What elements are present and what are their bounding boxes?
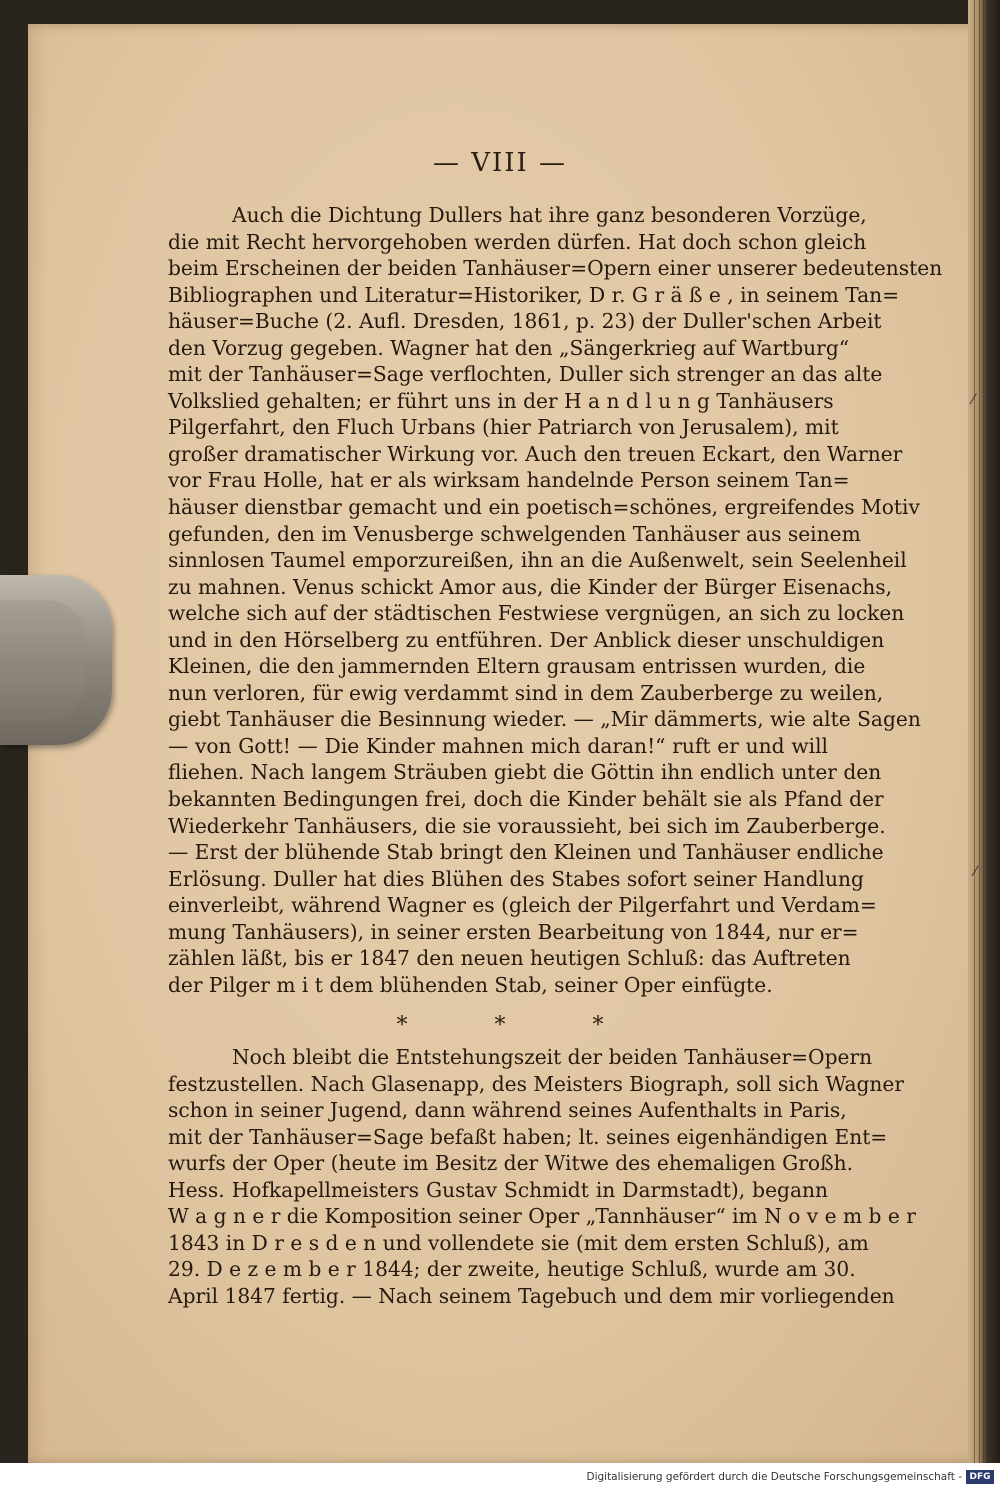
text-line: Pilgerfahrt, den Fluch Urbans (hier Patriarch von Jerusalem), mit <box>168 415 839 440</box>
text-line: fliehen. Nach langem Sträuben giebt die Göttin ihn endlich unter den <box>168 760 882 785</box>
text-line: bekannten Bedingungen frei, doch die Kinder behält sie als Pfand der <box>168 787 884 812</box>
text-line: Hess. Hofkapellmeisters Gustav Schmidt in Darmstadt), begann <box>168 1177 828 1202</box>
text-line: häuser=Buche (2. Aufl. Dresden, 1861, p. 23) der Duller'schen Arbeit <box>168 309 882 334</box>
text-line: zählen läßt, bis er 1847 den neuen heutigen Schluß: das Auftreten <box>168 946 851 971</box>
text-line: sinnlosen Taumel emporzureißen, ihn an die Außenwelt, sein Seelenheil <box>168 548 907 573</box>
page-number-header: — VIII — <box>432 148 568 178</box>
margin-mark: ⁄ <box>974 864 977 880</box>
text-line: Volkslied gehalten; er führt uns in der H a n d l u n g Tanhäusers <box>168 388 834 413</box>
dfg-logo: DFG <box>966 1470 994 1484</box>
text-line: Wiederkehr Tanhäusers, die sie voraussieht, bei sich im Zauberberge. <box>168 813 886 838</box>
text-line: Auch die Dichtung Dullers hat ihre ganz besonderen Vorzüge, <box>232 203 867 227</box>
text-line: Bibliographen und Literatur=Historiker, D r. G r ä ß e , in seinem Tan= <box>168 282 900 307</box>
text-line: Noch bleibt die Entstehungszeit der beiden Tanhäuser=Opern <box>232 1045 873 1069</box>
text-line: schon in seiner Jugend, dann während seines Aufenthalts in Paris, <box>168 1098 847 1123</box>
page-stack-edge <box>968 0 1000 1463</box>
text-line: zu mahnen. Venus schickt Amor aus, die Kinder der Bürger Eisenachs, <box>168 574 893 599</box>
text-line: wurfs der Oper (heute im Besitz der Witwe des ehemaligen Großh. <box>168 1151 853 1176</box>
text-line: und in den Hörselberg zu entführen. Der Anblick dieser unschuldigen <box>168 627 885 652</box>
text-line: häuser dienstbar gemacht und ein poetisch=schönes, ergreifendes Motiv <box>168 495 920 520</box>
section-separator: * * * <box>396 1013 644 1038</box>
margin-mark: ⁄ <box>972 392 975 408</box>
text-line: beim Erscheinen der beiden Tanhäuser=Opern einer unserer bedeutensten <box>168 256 943 281</box>
text-line: nun verloren, für ewig verdammt sind in dem Zauberberge zu weilen, <box>168 680 884 705</box>
text-line: Erlösung. Duller hat dies Blühen des Stabes sofort seiner Handlung <box>168 866 864 891</box>
text-line: die mit Recht hervorgehoben werden dürfen. Hat doch schon gleich <box>168 229 867 254</box>
text-line: welche sich auf der städtischen Festwiese vergnügen, an sich zu locken <box>168 601 905 626</box>
text-line: — von Gott! — Die Kinder mahnen mich daran!“ ruft er und will <box>168 733 828 758</box>
text-line: großer dramatischer Wirkung vor. Auch den treuen Eckart, den Warner <box>168 441 903 466</box>
text-line: einverleibt, während Wagner es (gleich der Pilgerfahrt und Verdam= <box>168 893 877 918</box>
digitization-footer <box>0 1463 1000 1493</box>
text-line: gefunden, den im Venusberge schwelgenden Tanhäuser aus seinem <box>168 521 861 546</box>
text-line: 1843 in D r e s d e n und vollendete sie (mit dem ersten Schluß), am <box>168 1230 869 1255</box>
text-line: W a g n e r die Komposition seiner Oper „Tannhäuser“ im N o v e m b e r <box>168 1204 916 1229</box>
text-line: — Erst der blühende Stab bringt den Kleinen und Tanhäuser endliche <box>168 840 884 865</box>
text-line: giebt Tanhäuser die Besinnung wieder. — „Mir dämmerts, wie alte Sagen <box>168 707 921 732</box>
paragraph-dichtung-dullers <box>168 202 943 998</box>
text-line: den Vorzug gegeben. Wagner hat den „Sängerkrieg auf Wartburg“ <box>168 335 850 360</box>
text-line: Kleinen, die den jammernden Eltern grausam entrissen wurden, die <box>168 654 866 679</box>
paragraph-entstehungszeit <box>168 1044 916 1309</box>
text-line: 29. D e z e m b e r 1844; der zweite, heutige Schluß, wurde am 30. <box>168 1257 856 1282</box>
text-line: mit der Tanhäuser=Sage verflochten, Duller sich strenger an das alte <box>168 362 883 387</box>
text-line: mit der Tanhäuser=Sage befaßt haben; lt. seines eigenhändigen Ent= <box>168 1124 888 1149</box>
paper-clip-inner <box>0 600 86 720</box>
text-line: der Pilger m i t dem blühenden Stab, seiner Oper einfügte. <box>168 972 773 997</box>
text-line: mung Tanhäusers), in seiner ersten Bearbeitung von 1844, nur er= <box>168 919 859 944</box>
text-line: festzustellen. Nach Glasenapp, des Meisters Biograph, soll sich Wagner <box>168 1071 905 1096</box>
text-line: vor Frau Holle, hat er als wirksam handelnde Person seinem Tan= <box>168 468 850 493</box>
footer-credit-text: Digitalisierung gefördert durch die Deutsche Forschungsgemeinschaft - <box>586 1471 962 1483</box>
text-line: April 1847 fertig. — Nach seinem Tagebuch und dem mir vorliegenden <box>168 1283 895 1308</box>
